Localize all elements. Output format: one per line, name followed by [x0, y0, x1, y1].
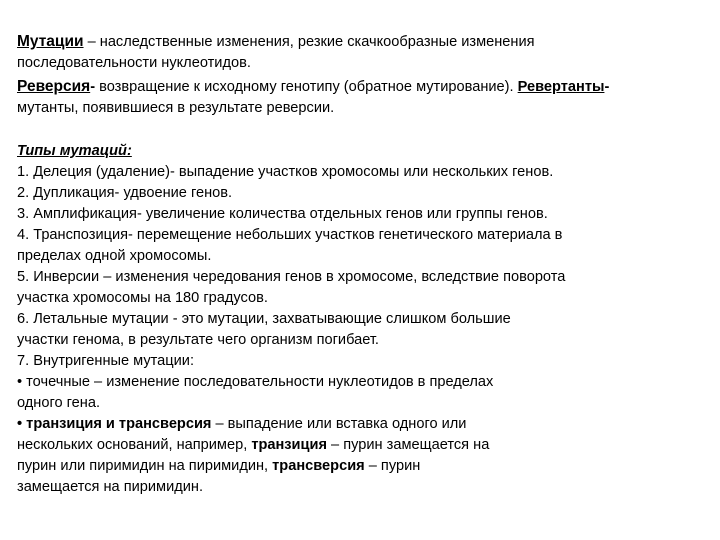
reversion-dash: - [90, 79, 100, 95]
point-mutation-line-1: • точечные – изменение последовательности нуклеотидов в пределах [17, 374, 494, 390]
transition-transversion-line-3 [17, 456, 707, 477]
type-amplification: 3. Амплификация- увеличение количества отдельных генов или группы генов. [17, 206, 548, 222]
type-transposition-line-2: пределах одной хромосомы. [17, 248, 212, 264]
type-lethal-line-1: 6. Летальные мутации - это мутации, захватывающие слишком большие [17, 311, 511, 327]
mutation-definition-line-1 [17, 31, 707, 53]
transversion-intro-text: пурин или пиримидин на пиримидин, [17, 458, 273, 474]
transition-intro-text: нескольких оснований, например, [17, 437, 252, 453]
transition-transversion-line-1 [17, 414, 707, 435]
type-inversion-line-1: 5. Инверсии – изменения чередования генов в хромосоме, вследствие поворота [17, 269, 566, 285]
transition-transversion-text: – выпадение или вставка одного или [211, 416, 467, 432]
transversion-text: – пурин [364, 458, 421, 474]
transition-text: – пурин замещается на [327, 437, 490, 453]
transition-transversion-term: транзиция и трансверсия [26, 416, 212, 432]
type-transposition-line-1: 4. Транспозиция- перемещение небольших участков генетического материала в [17, 227, 563, 243]
type-inversion-line-2: участка хромосомы на 180 градусов. [17, 290, 268, 306]
type-intragenic: 7. Внутригенные мутации: [17, 353, 195, 369]
transition-transversion-line-2 [17, 435, 707, 456]
type-lethal-line-2: участки генома, в результате чего организм погибает. [17, 332, 379, 348]
point-mutation-line-2: одного гена. [17, 395, 101, 411]
type-deletion: 1. Делеция (удаление)- выпадение участков хромосомы или нескольких генов. [17, 164, 554, 180]
mutation-definition-text: – наследственные изменения, резкие скачкообразные изменения [83, 34, 535, 50]
transition-transversion-line-4: замещается на пиримидин. [17, 479, 204, 495]
mutation-term: Мутации [17, 33, 84, 50]
bullet: • [17, 416, 27, 432]
reversion-definition-line-1 [17, 76, 707, 98]
transition-term: транзиция [251, 437, 327, 453]
mutation-definition-line-2: последовательности нуклеотидов. [17, 55, 251, 71]
revertants-term: Ревертанты [517, 79, 605, 95]
revertants-dash: - [604, 79, 610, 95]
transversion-term: трансверсия [272, 458, 365, 474]
reversion-term: Реверсия [17, 78, 91, 95]
definitions-block [17, 31, 707, 119]
reversion-definition-text: возвращение к исходному генотипу (обратное мутирование). [99, 79, 518, 95]
mutation-types-block [17, 141, 707, 498]
type-duplication: 2. Дупликация- удвоение генов. [17, 185, 233, 201]
reversion-definition-line-2: мутанты, появившиеся в результате реверсии. [17, 100, 335, 116]
mutation-types-heading: Типы мутаций: [17, 143, 132, 159]
